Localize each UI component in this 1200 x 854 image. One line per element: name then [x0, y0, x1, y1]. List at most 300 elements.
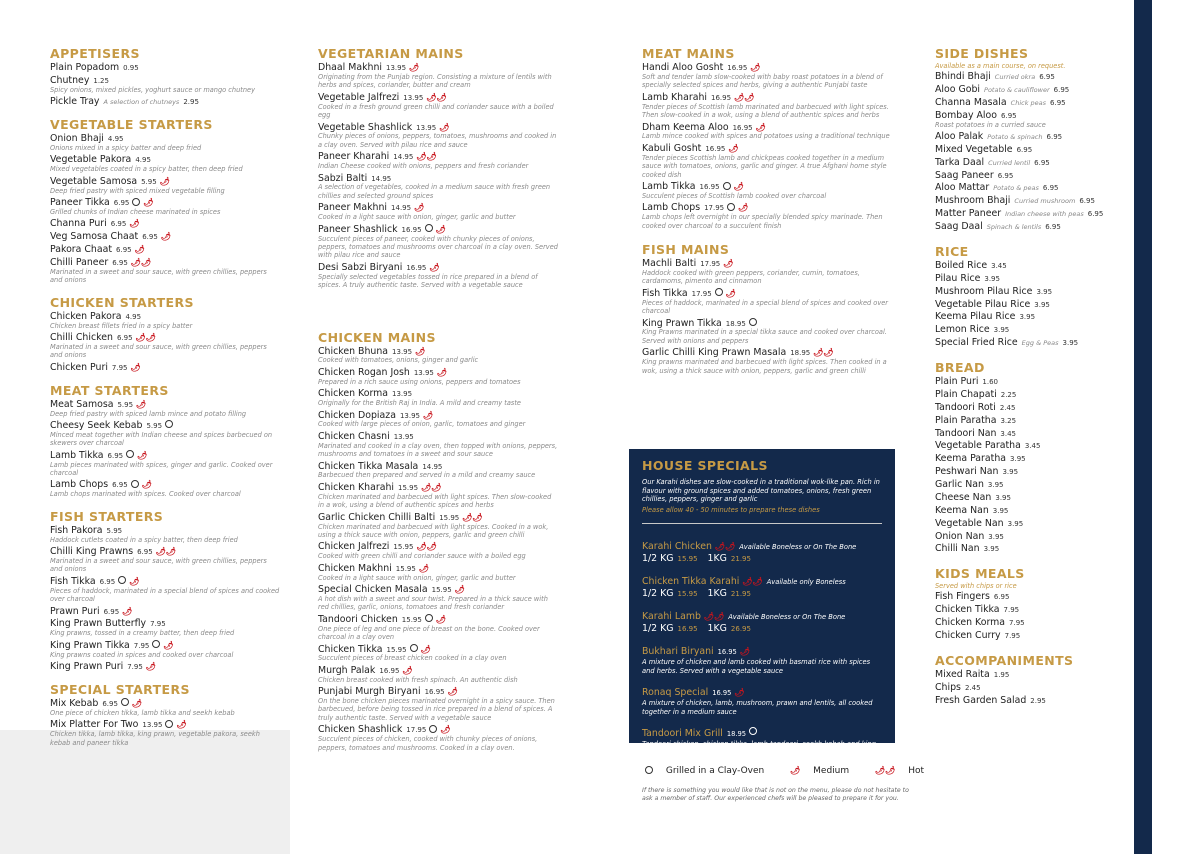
item-description: Chicken breast cooked with fresh spinach. An authentic dish — [318, 675, 518, 684]
item-name: Special Chicken Masala — [318, 584, 428, 595]
section-title: KIDS MEALS — [935, 566, 1025, 582]
legend — [642, 766, 944, 776]
menu-item-row — [50, 607, 280, 617]
menu-item-row — [935, 300, 1125, 310]
menu-section — [50, 509, 280, 672]
item-name: Chilli Chicken — [50, 332, 113, 343]
item-name: Garlic Chilli King Prawn Masala — [642, 347, 787, 359]
item-description: Succulent pieces of paneer, cooked with chunky pieces of onions, peppers, tomatoes and mushrooms over charcoal in a clay oven. Served with pilau rice and sauce — [318, 234, 558, 260]
menu-item — [318, 347, 558, 365]
item-price: 5.95 — [141, 177, 157, 186]
item-price: 7.95 — [1009, 619, 1025, 628]
item-price: 2.95 — [183, 98, 199, 107]
house-item-name: Karahi Lamb — [642, 611, 701, 623]
item-name: Fish Tikka — [642, 287, 688, 299]
menu-item-row — [935, 111, 1125, 121]
menu-item — [935, 506, 1125, 516]
clay-oven-icon — [429, 725, 437, 733]
section-title: ACCOMPANIMENTS — [935, 652, 1074, 668]
item-price: 3.25 — [1000, 416, 1017, 425]
item-description: One piece of leg and one piece of breast on the bone. Cooked over charcoal in a clay oven — [318, 624, 540, 642]
half-kg-label: 1/2 KG — [642, 553, 674, 565]
chili-icon: 🌶︎ — [429, 262, 440, 272]
item-name: Fresh Garden Salad — [935, 694, 1027, 706]
menu-item-row — [50, 63, 280, 73]
item-price: 6.95 — [107, 451, 124, 460]
menu-item — [50, 219, 280, 229]
menu-item-row — [318, 666, 558, 676]
item-price: 16.95 — [406, 263, 427, 272]
clay-oven-icon — [425, 224, 433, 232]
house-item-price: 18.95 — [726, 730, 747, 739]
item-name: Cheesy Seek Kebab — [50, 419, 143, 431]
item-name: Keema Paratha — [935, 453, 1007, 465]
item-name: Pickle Tray — [50, 96, 100, 108]
item-name: Chicken Tikka Masala — [318, 460, 419, 472]
menu-item-row — [50, 219, 280, 229]
menu-item-row — [50, 662, 280, 672]
menu-item — [935, 390, 1125, 400]
item-description: Soft and tender lamb slow-cooked with baby roast potatoes in a blend of specially selected spices and herbs, giving a authentic Punjabi taste — [642, 72, 883, 90]
item-description: Roast potatoes in a curried sauce — [935, 120, 1046, 129]
item-note: Curried lentil — [988, 158, 1031, 167]
item-name: Paneer Kharahi — [318, 151, 390, 163]
item-price: 6.95 — [102, 699, 118, 708]
menu-item-row — [50, 177, 280, 187]
chili-icon: 🌶︎ — [409, 63, 420, 72]
item-price: 16.95 — [424, 688, 445, 697]
item-name: Chicken Kharahi — [318, 481, 395, 493]
clay-oven-icon — [425, 614, 433, 622]
item-note: Potato & cauliflower — [984, 85, 1050, 94]
item-price: 1.95 — [993, 670, 1010, 679]
item-price: 13.95 — [416, 123, 437, 132]
menu-item — [935, 338, 1125, 348]
chili-icon: 🌶︎ — [436, 367, 448, 377]
item-note: Indian cheese with peas — [1005, 210, 1084, 219]
house-specials-panel — [629, 449, 895, 766]
item-price: 7.95 — [127, 663, 143, 672]
house-sized-header — [642, 534, 882, 553]
menu-item — [642, 319, 892, 346]
menu-item-row — [642, 144, 892, 154]
item-description: Onions mixed in a spicy batter and deep fried — [50, 143, 202, 152]
menu-item — [642, 123, 892, 141]
chili-icon: 🌶︎ — [134, 245, 145, 255]
menu-section — [935, 566, 1125, 641]
item-name: Plain Paratha — [935, 414, 997, 426]
menu-item — [935, 670, 1125, 680]
item-name: Lamb Tikka — [50, 449, 104, 461]
house-item-name: Ronaq Special — [642, 687, 709, 699]
menu-item-row — [642, 319, 892, 329]
house-item — [642, 639, 882, 675]
item-description: A selection of vegetables, cooked in a medium sauce with fresh green chillies and selected ground spices — [318, 183, 551, 200]
item-name: Bhindi Bhaji — [935, 71, 991, 82]
menu-item — [318, 462, 558, 480]
menu-item-row — [318, 93, 558, 103]
item-price: 2.45 — [964, 683, 981, 692]
half-kg-label: 1/2 KG — [642, 588, 674, 600]
section-title: FISH MAINS — [642, 242, 730, 258]
house-item-name: Chicken Tikka Karahi — [642, 576, 740, 588]
menu-item — [935, 222, 1125, 232]
menu-item — [642, 289, 892, 316]
menu-item — [50, 607, 280, 617]
menu-item — [318, 432, 558, 459]
chili-icon: 🌶︎ — [145, 662, 156, 672]
item-price: 6.95 — [137, 548, 153, 557]
menu-item-row — [935, 287, 1125, 297]
chili-icon: 🌶︎ — [129, 576, 140, 586]
item-name: Tandoori Chicken — [318, 613, 398, 625]
menu-item — [50, 245, 280, 255]
house-item-price: 16.95 — [712, 689, 732, 698]
item-price: 4.95 — [135, 156, 151, 165]
chili-icon: 🌶︎ — [435, 224, 446, 234]
item-description: Cooked with large pieces of onion, garlic, tomatoes and ginger — [318, 420, 526, 429]
chili-icon: 🌶︎ — [420, 644, 431, 654]
item-name: Dham Keema Aloo — [642, 121, 729, 133]
chili-icon: 🌶︎ — [415, 346, 426, 356]
menu-item — [935, 85, 1125, 95]
menu-item-row — [50, 619, 280, 629]
clay-oven-icon — [723, 182, 731, 190]
item-price: 17.95 — [704, 204, 725, 213]
chili-icon: 🌶︎ — [163, 640, 174, 650]
menu-item — [935, 592, 1125, 602]
item-price: 1.60 — [982, 378, 999, 387]
chili-icon: 🌶︎ — [131, 698, 143, 708]
item-name: King Prawn Tikka — [642, 317, 722, 329]
menu-item-row — [50, 577, 280, 587]
menu-item — [642, 348, 892, 375]
chili-icon: 🌶︎ — [423, 410, 434, 420]
double-chili-icon: 🌶︎🌶︎ — [734, 92, 755, 102]
item-name: Chutney — [50, 74, 90, 86]
item-name: Veg Samosa Chaat — [50, 231, 139, 243]
half-kg-price: 15.95 — [677, 555, 698, 564]
item-price: 3.95 — [1010, 455, 1026, 464]
legend-hot-label: Hot — [908, 766, 925, 776]
menu-item-row — [935, 532, 1125, 542]
menu-item — [318, 725, 558, 752]
menu-item-row — [935, 605, 1125, 615]
item-price: 3.45 — [1000, 429, 1017, 438]
menu-item-row — [50, 363, 280, 373]
item-name: Chicken Puri — [50, 361, 108, 373]
menu-item-row — [50, 480, 280, 490]
item-price: 6.95 — [1042, 184, 1059, 193]
menu-section — [642, 46, 892, 230]
item-name: Tarka Daal — [935, 156, 985, 168]
item-price: 15.95 — [395, 564, 416, 573]
item-price: 13.95 — [392, 347, 413, 356]
item-name: Machli Balti — [642, 258, 697, 270]
item-name: Paneer Makhni — [318, 202, 388, 214]
item-name: Garlic Chicken Chilli Balti — [318, 511, 436, 523]
item-price: 13.95 — [393, 432, 414, 441]
double-chili-icon: 🌶︎🌶︎ — [421, 482, 442, 492]
section-title: SPECIAL STARTERS — [50, 681, 190, 697]
menu-item — [50, 97, 280, 107]
navy-edge-bar — [1134, 0, 1152, 854]
item-name: Channa Masala — [935, 96, 1007, 108]
item-description: Deep fried pastry with spiced mixed vegetable filling — [50, 186, 225, 195]
menu-section — [50, 682, 280, 747]
menu-item — [318, 666, 558, 684]
menu-item — [935, 377, 1125, 387]
menu-item-row — [935, 416, 1125, 426]
item-price: 13.95 — [392, 390, 413, 399]
menu-item — [50, 198, 280, 216]
item-price: 6.95 — [997, 171, 1014, 180]
item-price: 1.25 — [93, 76, 109, 85]
clay-oven-icon — [165, 720, 173, 728]
item-name: Vegetable Jalfrezi — [318, 91, 400, 103]
item-description: Lamb chops marinated with spices. Cooked over charcoal — [50, 490, 241, 499]
item-name: Mushroom Pilau Rice — [935, 285, 1033, 297]
menu-item — [935, 287, 1125, 297]
menu-item — [50, 619, 280, 637]
menu-item-row — [642, 63, 892, 73]
menu-item — [935, 696, 1125, 706]
menu-item — [935, 480, 1125, 490]
menu-item — [50, 662, 280, 672]
item-description: King Prawns marinated in a special tikka sauce and cooked over charcoal. Served with onions and peppers — [642, 328, 887, 345]
item-price: 4.95 — [107, 135, 124, 144]
menu-item — [935, 145, 1125, 155]
menu-item — [50, 76, 280, 94]
item-name: Chicken Curry — [935, 629, 1001, 641]
section-title: VEGETABLE STARTERS — [50, 117, 213, 133]
item-name: Kabuli Gosht — [642, 142, 702, 154]
item-price: 3.95 — [1062, 339, 1079, 348]
item-name: Dhaal Makhni — [318, 62, 382, 73]
menu-item — [935, 544, 1125, 554]
house-item-description: A mixture of chicken, lamb, mushroom, prawn and lentils, all cooked together in a medium sauce — [642, 699, 873, 716]
chili-icon: 🌶︎ — [734, 688, 745, 698]
chili-icon: 🌶︎ — [755, 122, 766, 132]
menu-item — [935, 158, 1125, 168]
item-description: Deep fried pastry with spiced lamb mince and potato filling — [50, 409, 247, 418]
chili-icon: 🌶︎ — [440, 725, 451, 735]
legend-medium — [787, 766, 859, 776]
menu-item-row — [642, 289, 892, 299]
item-price: 14.95 — [422, 462, 443, 471]
menu-section — [50, 295, 280, 373]
menu-item-row — [318, 389, 558, 399]
menu-item — [318, 615, 558, 642]
house-item — [642, 680, 882, 716]
menu-item — [50, 699, 280, 717]
menu-item — [50, 63, 280, 73]
double-chili-icon: 🌶︎🌶︎ — [703, 612, 725, 622]
item-price: 6.95 — [112, 258, 128, 267]
menu-item-row — [935, 209, 1125, 219]
menu-item-row — [935, 441, 1125, 451]
item-name: Mix Kebab — [50, 697, 99, 709]
menu-item — [935, 683, 1125, 693]
item-name: Special Fried Rice — [935, 337, 1018, 349]
menu-item — [50, 577, 280, 604]
item-name: Garlic Nan — [935, 479, 984, 491]
menu-item — [642, 144, 892, 179]
chili-icon: 🌶︎ — [160, 232, 171, 242]
menu-item — [318, 225, 558, 260]
chili-icon: 🌶︎ — [733, 182, 744, 191]
item-name: Onion Nan — [935, 530, 985, 542]
menu-item — [318, 152, 558, 170]
item-description: Marinated in a sweet and sour sauce, with green chillies, peppers and onions — [50, 556, 267, 574]
clay-oven-icon — [131, 480, 139, 488]
item-price: 6.95 — [1087, 210, 1104, 219]
menu-item-row — [935, 261, 1125, 271]
section-title: CHICKEN MAINS — [318, 329, 436, 345]
item-name: Chicken Tikka — [318, 643, 383, 655]
section-title: SIDE DISHES — [935, 46, 1029, 61]
section-subtitle: Available as a main course, on request. — [935, 62, 1066, 70]
menu-item-row — [935, 544, 1125, 554]
house-item-availability: Available only Boneless — [766, 578, 846, 587]
full-kg-label: 1KG — [707, 623, 727, 635]
chili-icon: 🌶︎ — [454, 585, 465, 594]
item-name: Desi Sabzi Biryani — [318, 261, 403, 273]
menu-item — [935, 132, 1125, 142]
house-item — [642, 721, 882, 766]
menu-item-row — [935, 145, 1125, 155]
item-name: King Prawn Butterfly — [50, 618, 147, 630]
menu-item-row — [318, 483, 558, 493]
item-name: Bombay Aloo — [935, 109, 998, 121]
item-name: Murgh Palak — [318, 664, 376, 676]
section-title: BREAD — [935, 360, 985, 376]
item-price: 6.95 — [113, 199, 130, 207]
house-sized-header — [642, 569, 882, 588]
house-item-header — [642, 680, 882, 699]
item-name: Lamb Chops — [50, 479, 109, 491]
item-note: Curried okra — [994, 73, 1036, 81]
item-name: Mushroom Bhaji — [935, 195, 1011, 207]
menu-item — [935, 325, 1125, 335]
item-description: Mixed vegetables coated in a spicy batter, then deep fried — [50, 165, 243, 174]
full-kg-price: 21.95 — [730, 555, 751, 564]
menu-item-row — [318, 225, 558, 235]
item-description: Originating from the Punjab region. Consisting a mixture of lentils with herbs and spices, coriander, butter and cream — [318, 72, 552, 90]
item-price: 16.95 — [379, 666, 400, 675]
house-specials-intro: Our Karahi dishes are slow-cooked in a traditional wok-like pan. Rich in flavour with ground spices and added tomatoes, onions, fresh green chillies, peppers, ginger and garlic — [642, 478, 880, 504]
item-name: Boiled Rice — [935, 259, 988, 271]
item-description: Barbecued then prepared and served in a mild and creamy sauce — [318, 471, 536, 480]
item-description: Chicken marinated and barbecued with light spices. Then slow-cooked in a wok, using a blend of authentic spices and herbs — [318, 492, 552, 510]
item-name: Punjabi Murgh Biryani — [318, 686, 421, 698]
item-description: Succulent pieces of chicken, cooked with chunky pieces of onions, peppers, tomatoes and mushrooms. Cooked in a clay oven. — [318, 735, 538, 752]
menu-item — [935, 519, 1125, 529]
item-name: Aloo Gobi — [935, 83, 981, 95]
item-description: Spicy onions, mixed pickles, yoghurt sauce or mango chutney — [50, 85, 255, 94]
double-chili-icon: 🌶︎🌶︎ — [875, 766, 896, 775]
menu-item-row — [50, 699, 280, 709]
menu-item-row — [50, 421, 280, 431]
item-description: Lamb pieces marinated with spices, ginger and garlic. Cooked over charcoal — [50, 460, 273, 477]
item-price: 15.95 — [439, 513, 460, 522]
menu-item — [318, 411, 558, 429]
item-description: Lamb chops left overnight in our specially blended spicy marinade. Then cooked over charcoal to a succulent finish — [642, 213, 883, 230]
full-kg-price: 21.95 — [730, 590, 751, 599]
item-name: Sabzi Balti — [318, 172, 368, 184]
menu-item-row — [935, 377, 1125, 387]
item-description: Specially selected vegetables tossed in rice prepared in a blend of spices. A truly authentic taste. Served with a vegetable sauce — [318, 272, 538, 290]
menu-item-row — [642, 93, 892, 103]
menu-item — [50, 480, 280, 498]
item-price: 3.95 — [1034, 300, 1050, 309]
item-name: Fish Pakora — [50, 524, 103, 536]
item-description: Chicken breast fillets fried in a spicy batter — [50, 321, 193, 330]
menu-item — [935, 261, 1125, 271]
house-item-availability: Available Boneless or On The Bone — [739, 543, 857, 552]
menu-item — [935, 416, 1125, 426]
item-price: 4.95 — [125, 312, 142, 321]
house-specials-note: Please allow 40 - 50 minutes to prepare these dishes — [642, 506, 820, 515]
item-price: 7.95 — [150, 620, 166, 629]
chili-icon: 🌶︎ — [130, 362, 141, 372]
item-name: Chicken Bhuna — [318, 345, 389, 357]
item-description: Cooked in a light sauce with onion, ginger, garlic and butter — [318, 213, 516, 222]
item-name: Vegetable Pilau Rice — [935, 298, 1031, 310]
item-description: Originally for the British Raj in India. A mild and creamy taste — [318, 399, 521, 408]
item-price: 16.95 — [732, 123, 753, 132]
menu-item — [935, 631, 1125, 641]
full-kg-price: 26.95 — [730, 625, 751, 634]
item-note: Potato & peas — [993, 184, 1039, 193]
item-description: Haddock cooked with green peppers, coriander, cumin, tomatoes, cardamoms, pimento and cinnamon — [642, 268, 860, 286]
house-item-name: Tandoori Mix Grill — [642, 728, 723, 740]
double-chili-icon: 🌶︎🌶︎ — [426, 92, 447, 102]
item-name: King Prawn Puri — [50, 661, 124, 673]
full-kg-label: 1KG — [707, 588, 727, 600]
section-title: VEGETARIAN MAINS — [318, 46, 464, 61]
item-name: Keema Pilau Rice — [935, 311, 1016, 323]
menu-item — [935, 493, 1125, 503]
item-description: A hot dish with a sweet and sour twist. Prepared in a thick sauce with red chillies, garlic, onions, tomatoes and fresh coriander — [318, 594, 548, 612]
half-kg-label: 1/2 KG — [642, 623, 674, 635]
menu-item — [935, 605, 1125, 615]
menu-item-row — [318, 564, 558, 574]
menu-item-row — [50, 720, 280, 730]
chili-icon: 🌶︎ — [790, 766, 801, 775]
clay-oven-icon — [152, 640, 160, 648]
menu-item-row — [50, 547, 280, 557]
menu-section — [318, 46, 558, 290]
item-name: Chicken Tikka — [935, 604, 1000, 616]
menu-item-row — [935, 631, 1125, 641]
section-title: CHICKEN STARTERS — [50, 294, 194, 310]
menu-item-row — [935, 72, 1125, 82]
legend-clay-label: Grilled in a Clay-Oven — [665, 766, 765, 776]
menu-section — [935, 653, 1125, 706]
menu-item — [642, 63, 892, 90]
item-price: 16.95 — [711, 93, 732, 102]
chili-icon: 🌶︎ — [137, 450, 148, 460]
house-item-description: Tandoori chicken, chicken tikka, lamb tandoori, seekh kebab and king prawn tikka. Cooked over charcoal in a clay oven. Served with Pilau rice and sauce — [642, 740, 876, 766]
item-name: Vegetable Samosa — [50, 175, 138, 187]
house-sized-item — [642, 604, 882, 634]
item-name: Plain Popadom — [50, 62, 120, 73]
house-sized-list — [642, 534, 882, 634]
menu-item-row — [935, 274, 1125, 284]
item-price: 6.95 — [1053, 85, 1070, 94]
chili-icon: 🌶︎ — [739, 647, 750, 657]
